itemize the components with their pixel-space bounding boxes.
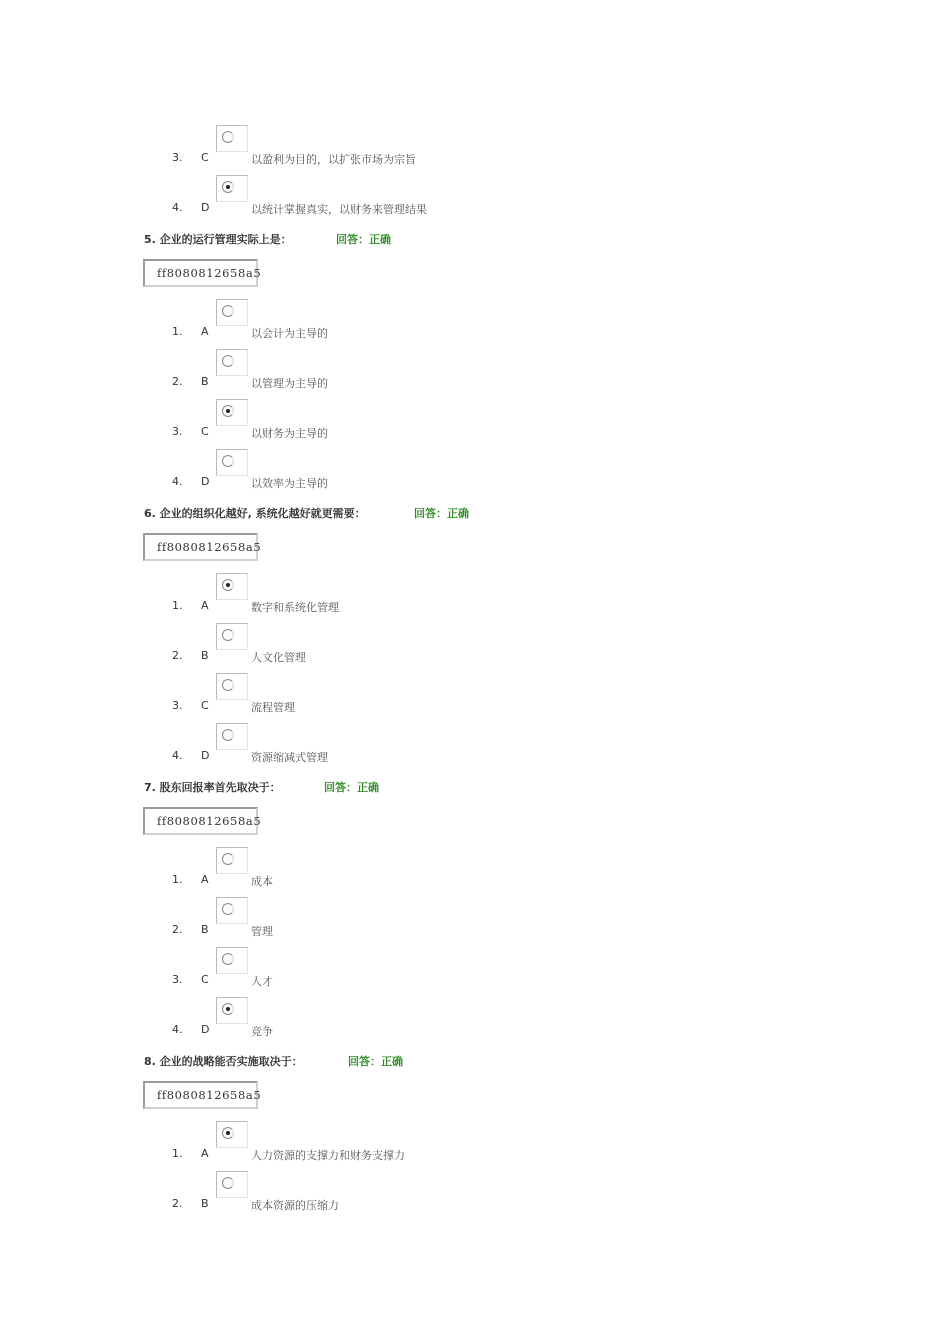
answer-option [0,897,950,947]
option-text: 数字和系统化管理 [251,601,339,614]
option-text: 成本资源的压缩力 [251,1199,339,1212]
answer-status: 回答：正确 [348,1055,403,1068]
question-id-field[interactable] [143,533,262,561]
option-number: 2. [172,649,183,662]
option-letter: D [201,1023,210,1036]
radio-unchecked-icon [222,953,234,965]
option-number: 4. [172,475,183,488]
radio-unchecked-icon [222,629,234,641]
option-number: 3. [172,425,183,438]
option-text: 以盈利为目的，以扩张市场为宗旨 [251,153,416,166]
question-title: 5. 企业的运行管理实际上是： [144,233,292,246]
question-id-value: ff8080812658a5 [157,814,262,828]
option-text: 以统计掌握真实，以财务来管理结果 [251,203,427,216]
radio-unchecked-icon [222,131,234,143]
answer-option [0,125,950,175]
option-text: 以财务为主导的 [251,427,328,440]
answer-option [0,723,950,773]
question-title: 7. 股东回报率首先取决于： [144,781,281,794]
radio-dot-icon [226,1007,230,1011]
option-letter: A [201,873,209,886]
answer-option [0,349,950,399]
radio-checked-icon [222,181,234,193]
option-letter: B [201,1197,209,1210]
answer-option [0,847,950,897]
radio-option-d[interactable] [216,175,248,202]
answer-option [0,449,950,499]
radio-option-d[interactable] [216,997,248,1024]
option-text: 以效率为主导的 [251,477,328,490]
option-letter: D [201,749,210,762]
radio-checked-icon [222,405,234,417]
option-text: 资源缩减式管理 [251,751,328,764]
radio-option-c[interactable] [216,673,248,700]
radio-option-a[interactable] [216,1121,248,1148]
radio-checked-icon [222,1127,234,1139]
radio-option-d[interactable] [216,449,248,476]
option-letter: C [201,425,209,438]
radio-checked-icon [222,1003,234,1015]
radio-option-b[interactable] [216,623,248,650]
radio-option-c[interactable] [216,125,248,152]
question-title: 8. 企业的战略能否实施取决于： [144,1055,303,1068]
radio-unchecked-icon [222,455,234,467]
answer-option [0,673,950,723]
option-text: 以会计为主导的 [251,327,328,340]
question-id-field[interactable] [143,259,262,287]
radio-dot-icon [226,185,230,189]
option-text: 竞争 [251,1025,273,1038]
option-number: 3. [172,973,183,986]
radio-unchecked-icon [222,1177,234,1189]
option-letter: D [201,201,210,214]
option-number: 1. [172,325,183,338]
answer-status: 回答：正确 [336,233,391,246]
radio-option-b[interactable] [216,1171,248,1198]
radio-option-d[interactable] [216,723,248,750]
option-number: 4. [172,1023,183,1036]
option-letter: D [201,475,210,488]
option-letter: A [201,1147,209,1160]
option-letter: B [201,649,209,662]
radio-option-a[interactable] [216,299,248,326]
answer-option [0,299,950,349]
option-number: 4. [172,201,183,214]
option-letter: B [201,375,209,388]
option-text: 人才 [251,975,273,988]
answer-option [0,1171,950,1221]
option-text: 人文化管理 [251,651,306,664]
option-number: 2. [172,375,183,388]
answer-status: 回答：正确 [414,507,469,520]
answer-option [0,623,950,673]
radio-unchecked-icon [222,305,234,317]
option-number: 3. [172,151,183,164]
radio-unchecked-icon [222,903,234,915]
answer-option [0,175,950,225]
question-id-value: ff8080812658a5 [157,266,262,280]
radio-checked-icon [222,579,234,591]
option-number: 2. [172,923,183,936]
option-number: 2. [172,1197,183,1210]
answer-option [0,399,950,449]
question-id-field[interactable] [143,807,262,835]
radio-dot-icon [226,1131,230,1135]
option-letter: A [201,599,209,612]
answer-option [0,997,950,1047]
option-text: 人力资源的支撑力和财务支撑力 [251,1149,405,1162]
radio-dot-icon [226,409,230,413]
option-number: 4. [172,749,183,762]
option-text: 流程管理 [251,701,295,714]
radio-option-a[interactable] [216,847,248,874]
radio-unchecked-icon [222,679,234,691]
option-text: 成本 [251,875,273,888]
option-letter: C [201,973,209,986]
option-letter: B [201,923,209,936]
question-id-value: ff8080812658a5 [157,540,262,554]
radio-dot-icon [226,583,230,587]
option-letter: A [201,325,209,338]
question-id-field[interactable] [143,1081,262,1109]
answer-status: 回答：正确 [324,781,379,794]
option-number: 3. [172,699,183,712]
radio-unchecked-icon [222,355,234,367]
radio-unchecked-icon [222,729,234,741]
radio-unchecked-icon [222,853,234,865]
question-id-value: ff8080812658a5 [157,1088,262,1102]
question-title: 6. 企业的组织化越好, 系统化越好就更需要： [144,507,366,520]
answer-option [0,947,950,997]
option-text: 以管理为主导的 [251,377,328,390]
option-letter: C [201,151,209,164]
radio-option-b[interactable] [216,349,248,376]
radio-option-a[interactable] [216,573,248,600]
radio-option-b[interactable] [216,897,248,924]
answer-option [0,573,950,623]
radio-option-c[interactable] [216,947,248,974]
option-letter: C [201,699,209,712]
option-text: 管理 [251,925,273,938]
radio-option-c[interactable] [216,399,248,426]
answer-option [0,1121,950,1171]
option-number: 1. [172,599,183,612]
option-number: 1. [172,1147,183,1160]
option-number: 1. [172,873,183,886]
